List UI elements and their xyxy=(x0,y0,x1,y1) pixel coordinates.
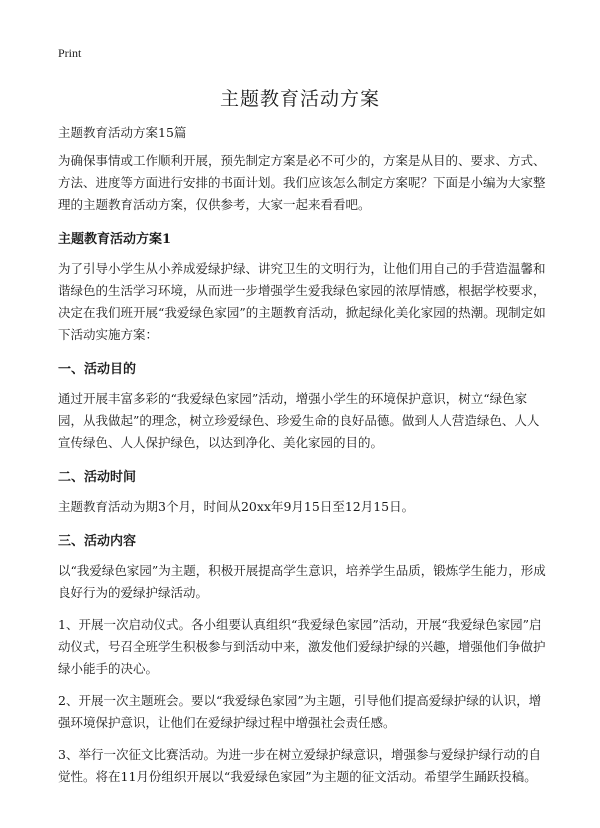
page-title: 主题教育活动方案 xyxy=(219,88,380,110)
time-heading: 二、活动时间 xyxy=(58,470,137,485)
intro-paragraph: 为确保事情或工作顺利开展，预先制定方案是必不可少的，方案是从目的、要求、方式、方法、进度等方面进行安排的书面计划。我们应该怎么制定方案呢？下面是小编为大家整理的主题教育活动方案，仅供参考，大家一起来看看吧。 xyxy=(58,153,546,212)
content-item-1: 1、开展一次启动仪式。各小组要认真组织“我爱绿色家园”活动，开展“我爱绿色家园”启动仪式，号召全班学生积极参与到活动中来，激发他们爱绿护绿的兴趣，增强他们争做护绿小能手的决心。 xyxy=(58,617,546,676)
goal-paragraph: 通过开展丰富多彩的“我爱绿色家园”活动，增强小学生的环境保护意识，树立“绿色家园，从我做起”的理念，树立珍爱绿色、珍爱生命的良好品德。做到人人营造绿色、人人宣传绿色、人人保护绿色，以达到净化、美化家园的目的。 xyxy=(58,391,540,450)
article-body xyxy=(58,122,550,798)
article-subtitle: 主题教育活动方案15篇 xyxy=(58,125,187,140)
content-item-3: 3、举行一次征文比赛活动。为进一步在树立爱绿护绿意识，增强参与爱绿护绿行动的自觉性。将在11月份组织开展以“我爱绿色家园”为主题的征文活动。希望学生踊跃投稿。 xyxy=(58,747,541,784)
section-heading: 主题教育活动方案1 xyxy=(58,232,172,247)
content-intro-paragraph: 以“我爱绿色家园”为主题，积极开展提高学生意识，培养学生品质，锻炼学生能力，形成良好行为的爱绿护绿活动。 xyxy=(58,563,546,600)
print-link[interactable]: Print xyxy=(58,46,82,60)
content-item-2: 2、开展一次主题班会。要以“我爱绿色家园”为主题，引导他们提高爱绿护绿的认识，增强环境保护意识，让他们在爱绿护绿过程中增强社会责任感。 xyxy=(58,693,542,730)
content-heading: 三、活动内容 xyxy=(58,534,137,549)
section-intro-paragraph: 为了引导小学生从小养成爱绿护绿、讲究卫生的文明行为，让他们用自己的手营造温馨和谐绿色的生活学习环境，从而进一步增强学生爱我绿色家园的浓厚情感，根据学校要求，决定在我们班开展“我爱绿色家园”的主题教育活动，掀起绿化美化家园的热潮。现制定如下活动实施方案： xyxy=(58,261,546,342)
time-paragraph: 主题教育活动为期3个月，时间从20xx年9月15日至12月15日。 xyxy=(58,499,415,514)
goal-heading: 一、活动目的 xyxy=(58,362,137,377)
